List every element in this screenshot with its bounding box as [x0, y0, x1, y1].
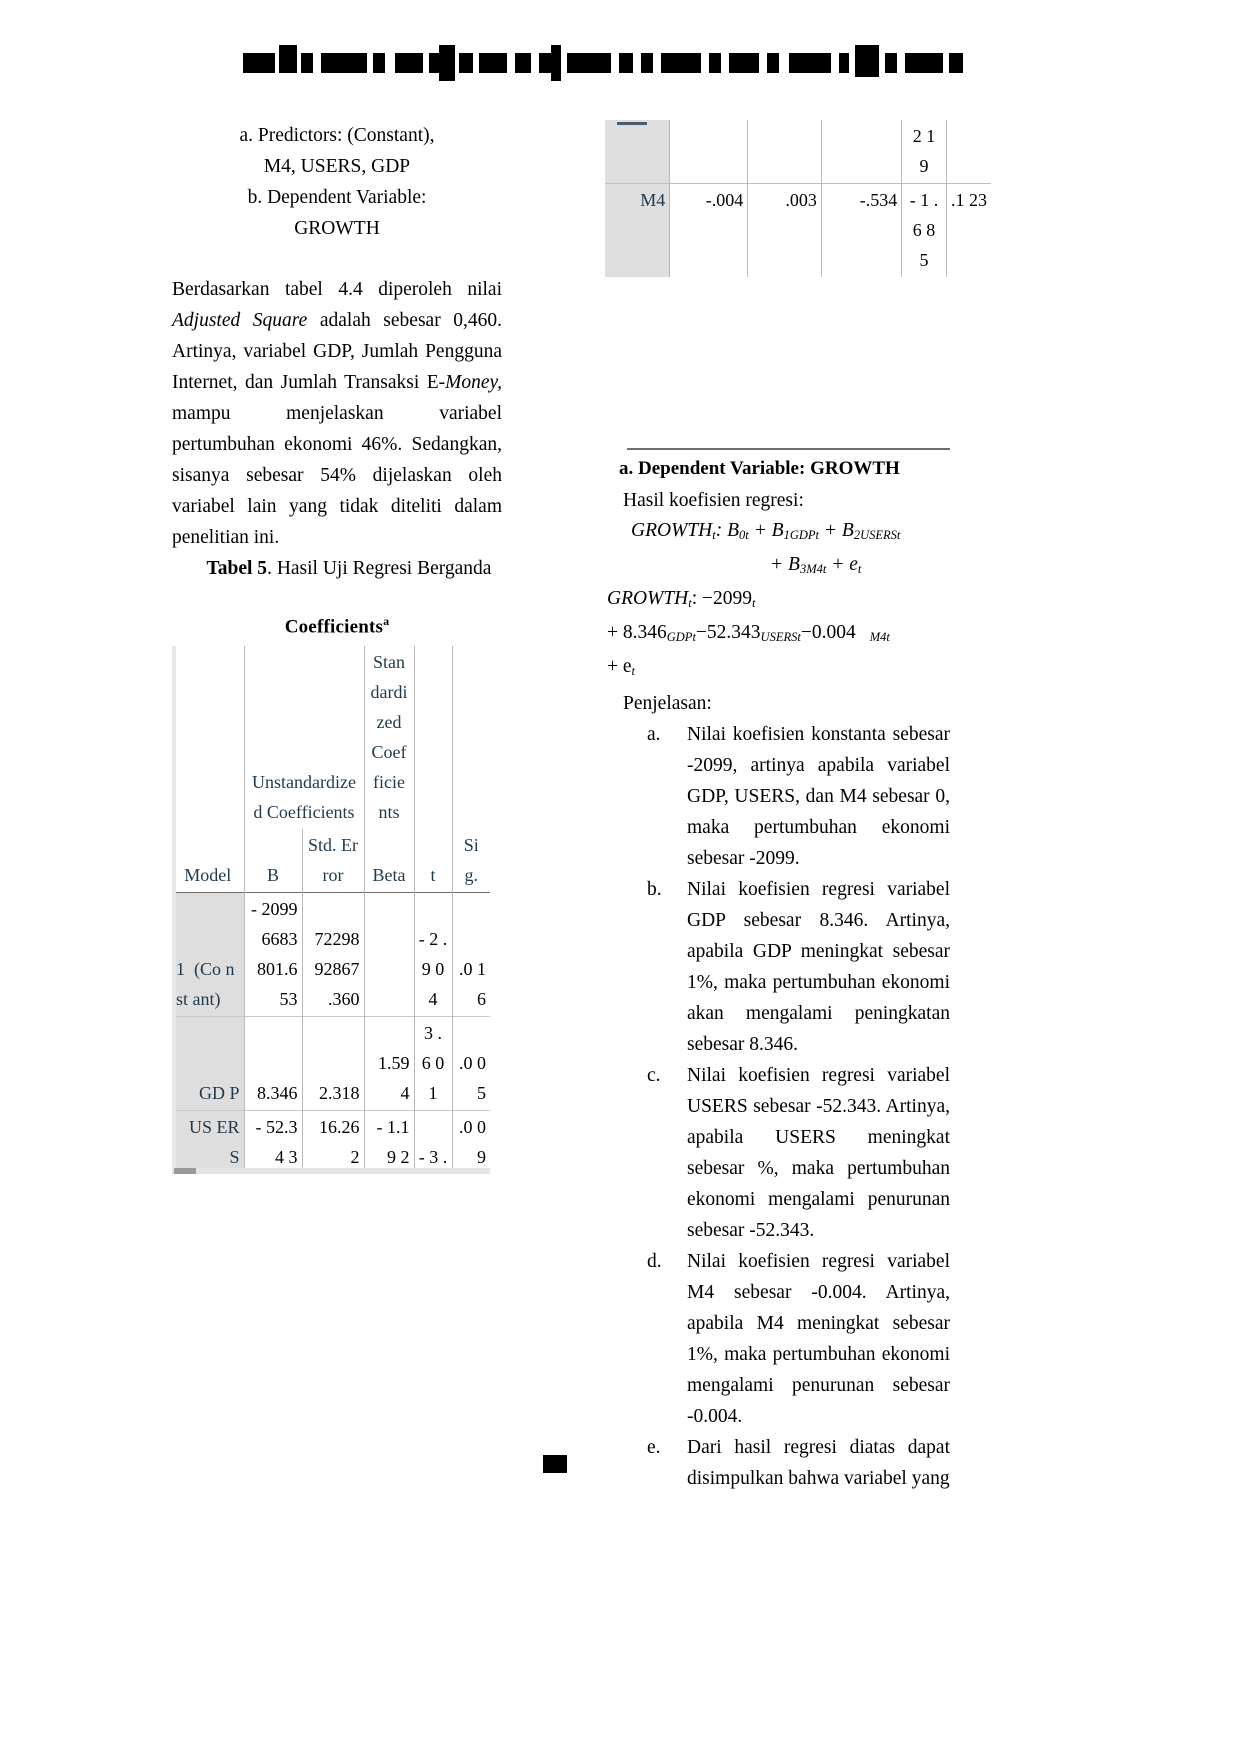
- col-header-b: B: [244, 829, 302, 893]
- redaction-block-17: [709, 53, 721, 73]
- row-index-1: [172, 893, 244, 1017]
- redaction-block-7: [439, 45, 455, 81]
- frag-blank-se: [748, 120, 822, 184]
- footnote-predictors-cont: M4, USERS, GDP: [263, 156, 411, 177]
- footnote-dependent-cont: GROWTH: [294, 218, 380, 239]
- equation-line-2: [605, 550, 950, 584]
- spss-coefficients-table-wrapper[interactable]: [172, 646, 490, 1174]
- spss-table-title: [172, 614, 502, 638]
- page-footer-mark: [543, 1455, 567, 1473]
- redaction-block-16: [661, 53, 701, 73]
- eq1-sub-b0: 0t: [739, 528, 749, 542]
- table-row: [172, 1111, 490, 1175]
- cell-b: - 52.34 3: [244, 1111, 302, 1175]
- cell-sig: .0 16: [452, 893, 490, 1017]
- footnote-predictors: a. Predictors: (Constant),: [239, 125, 435, 146]
- cell-t: 3 . 6 0 1: [414, 1017, 452, 1111]
- cell-t: - 3 .: [414, 1111, 452, 1175]
- para-part3: mampu menjelaskan variabel pertumbuhan ekonomi 46%. Sedangkan, sisanya sebesar 54% dijelaskan oleh variabel lain yang tidak diteliti dalam penelitian ini.: [172, 403, 502, 548]
- table-row: [172, 893, 490, 1017]
- redaction-block-4: [373, 53, 385, 73]
- cell-sig: .1 23: [946, 184, 991, 278]
- eq1-sub-b1: 1GDPt: [783, 528, 819, 542]
- col-header-model: Model: [184, 865, 232, 886]
- table-caption: [172, 553, 502, 584]
- cell-std-error: 2.318: [302, 1017, 364, 1111]
- header-blank-sig: [452, 646, 490, 829]
- redaction-block-1: [279, 45, 297, 73]
- table-top-scroll-nub: [617, 122, 647, 125]
- header-standardized: Stan dardi zed Coef ficie nts: [364, 646, 414, 829]
- table-caption-label: Tabel 5: [206, 558, 268, 579]
- table-row: [605, 184, 991, 278]
- frag-blank-beta: [821, 120, 901, 184]
- redaction-block-22: [855, 45, 879, 77]
- eq2-plus-e: + e: [826, 554, 858, 575]
- spss-title-superscript: a: [383, 614, 390, 628]
- cell-b: 8.346: [244, 1017, 302, 1111]
- para-part2: adalah sebesar 0,460. Artinya, variabel GDP, Jumlah Pengguna Internet, dan Jumlah Transaksi E-: [172, 310, 502, 393]
- footnote-dependent: b. Dependent Variable:: [247, 187, 427, 208]
- eq5-sub-t: t: [631, 664, 636, 678]
- eq3-sub-t: t: [688, 596, 692, 610]
- col-header-t: t: [414, 829, 452, 893]
- redaction-block-10: [515, 53, 531, 73]
- row-name-users: US ER S: [172, 1111, 244, 1175]
- redaction-block-13: [567, 53, 611, 73]
- eq3-value: : −2099: [691, 588, 753, 609]
- list-item: Nilai koefisien regresi variabel GDP sebesar 8.346. Artinya, apabila GDP meningkat sebesar 1%, maka pertumbuhan ekonomi akan mengalami peningkatan sebesar 8.346.: [687, 879, 950, 1055]
- cell-beta: - 1.19 2: [364, 1111, 414, 1175]
- cell-std-error: 16.26 2: [302, 1111, 364, 1175]
- redaction-block-15: [641, 53, 653, 73]
- eq1-colon-b: : B: [715, 520, 740, 541]
- spss-fragment-table-wrapper[interactable]: [605, 120, 987, 450]
- eq2-plus-b3: + B: [770, 554, 800, 575]
- frag-blank-sig: [946, 120, 991, 184]
- para-part1: Berdasarkan tabel 4.4 diperoleh nilai: [172, 279, 502, 300]
- table-row: [172, 1017, 490, 1111]
- col-header-beta: Beta: [364, 829, 414, 893]
- cell-std-error: .003: [748, 184, 822, 278]
- para-italic-money: Money,: [445, 372, 502, 393]
- redaction-block-14: [619, 53, 633, 73]
- frag-top-row: [605, 120, 991, 184]
- redaction-block-19: [767, 53, 779, 73]
- header-blank-t: [414, 646, 452, 829]
- list-item: Dari hasil regresi diatas dapat disimpulkan bahwa variabel yang: [687, 1437, 950, 1489]
- equation-line-4: [605, 618, 950, 652]
- redaction-block-20: [789, 53, 831, 73]
- frag-shade-cell: [605, 120, 670, 184]
- table-scrollbar-thumb[interactable]: [174, 1168, 196, 1174]
- cell-beta: [364, 893, 414, 1017]
- eq1-plus2: + B: [819, 520, 854, 541]
- frag-top-t-digits: 2 1 9: [902, 120, 947, 184]
- row-name-gdp: GD P: [172, 1017, 244, 1111]
- col-header-std-error: Std. Error: [302, 829, 364, 893]
- cell-t: - 1 . 6 8 5: [902, 184, 947, 278]
- row-index-value: 1: [176, 959, 185, 980]
- redaction-block-24: [905, 53, 943, 73]
- header-unstandardized: Unstandardize d Coefficients: [244, 646, 364, 829]
- cell-sig: .0 09: [452, 1111, 490, 1175]
- cell-sig: .0 05: [452, 1017, 490, 1111]
- list-item: Nilai koefisien regresi variabel M4 sebesar -0.004. Artinya, apabila M4 meningkat sebesar 1%, maka pertumbuhan ekonomi mengalami penurunan sebesar -0.004.: [687, 1251, 950, 1427]
- redaction-block-23: [885, 53, 897, 73]
- redaction-block-6: [429, 53, 439, 73]
- redaction-block-9: [479, 53, 507, 73]
- header-blank: [172, 646, 244, 829]
- cell-beta: -.534: [821, 184, 901, 278]
- frag-blank-b: [670, 120, 748, 184]
- redaction-block-12: [551, 45, 561, 81]
- table-header-row-columns: [172, 829, 490, 893]
- cell-beta: 1.59 4: [364, 1017, 414, 1111]
- eq1-sub-t: t: [712, 528, 716, 542]
- eq3-growth: GROWTH: [607, 588, 689, 609]
- redaction-block-0: [243, 53, 275, 73]
- eq3-sub-t2: t: [752, 596, 756, 610]
- eq1-plus: + B: [748, 520, 784, 541]
- dependent-variable-note: a. Dependent Variable: GROWTH: [619, 458, 900, 479]
- cell-b: - 2099 6683 801.6 53: [244, 893, 302, 1017]
- col-header-sig: Si g.: [452, 829, 490, 893]
- explanation-list: [605, 719, 950, 1494]
- redaction-block-25: [949, 53, 963, 73]
- body-paragraph: [172, 274, 502, 553]
- eq4-sub-gdp: GDPt: [666, 630, 696, 644]
- eq4-sub-users: USERSt: [760, 630, 801, 644]
- redaction-block-5: [395, 53, 423, 73]
- redaction-block-21: [839, 53, 849, 73]
- row-name-m4: M4: [605, 184, 670, 278]
- equation-line-3: [605, 584, 950, 618]
- table-header-row-group: [172, 646, 490, 829]
- redaction-block-18: [729, 53, 759, 73]
- eq5-error-term: + e: [607, 656, 632, 677]
- table-caption-text: . Hasil Uji Regresi Berganda: [267, 558, 492, 579]
- table-left-scroll-edge: [172, 646, 176, 1174]
- eq4-sub-m4: M4t: [869, 630, 890, 644]
- hasil-koefisien-label: Hasil koefisien regresi:: [623, 490, 804, 511]
- redaction-block-2: [301, 53, 313, 73]
- equation-line-5: [605, 652, 950, 686]
- cell-b: -.004: [670, 184, 748, 278]
- eq2-sub-b3: 3M4t: [799, 562, 827, 576]
- right-column: [605, 120, 987, 1494]
- para-italic-adjusted-square: Adjusted Square: [172, 310, 308, 331]
- redaction-block-8: [459, 53, 473, 73]
- row-name-constant: (Co nst ant): [176, 959, 235, 1010]
- left-column: [172, 120, 502, 1174]
- redacted-header-bar: [243, 45, 988, 83]
- spss-fragment-table: [605, 120, 991, 277]
- equation-line-1: [605, 516, 950, 550]
- list-item: Nilai koefisien konstanta sebesar -2099, artinya apabila variabel GDP, USERS, dan M4 sebesar 0, maka pertumbuhan ekonomi sebesar -2099.: [687, 724, 950, 869]
- table-bottom-rule: [627, 448, 950, 450]
- list-item: Nilai koefisien regresi variabel USERS sebesar -52.343. Artinya, apabila USERS meningkat sebesar %, maka pertumbuhan ekonomi mengalami penurunan sebesar -52.343.: [687, 1065, 950, 1241]
- spss-coefficients-table: [172, 646, 490, 1174]
- eq4-gdp-coef: + 8.346: [607, 622, 667, 643]
- redaction-block-3: [321, 53, 367, 73]
- cell-t: - 2 . 9 0 4: [414, 893, 452, 1017]
- eq4-m4-coef: −0.004: [800, 622, 856, 643]
- table-bottom-scrollbar[interactable]: [172, 1168, 490, 1174]
- spss-title-text: Coefficients: [284, 616, 384, 638]
- penjelasan-label: Penjelasan:: [623, 693, 712, 714]
- eq1-sub-b2: 2USERSt: [853, 528, 901, 542]
- eq4-users-coef: −52.343: [695, 622, 761, 643]
- cell-std-error: 72298 92867 .360: [302, 893, 364, 1017]
- eq2-sub-t: t: [857, 562, 862, 576]
- eq1-growth: GROWTH: [631, 520, 713, 541]
